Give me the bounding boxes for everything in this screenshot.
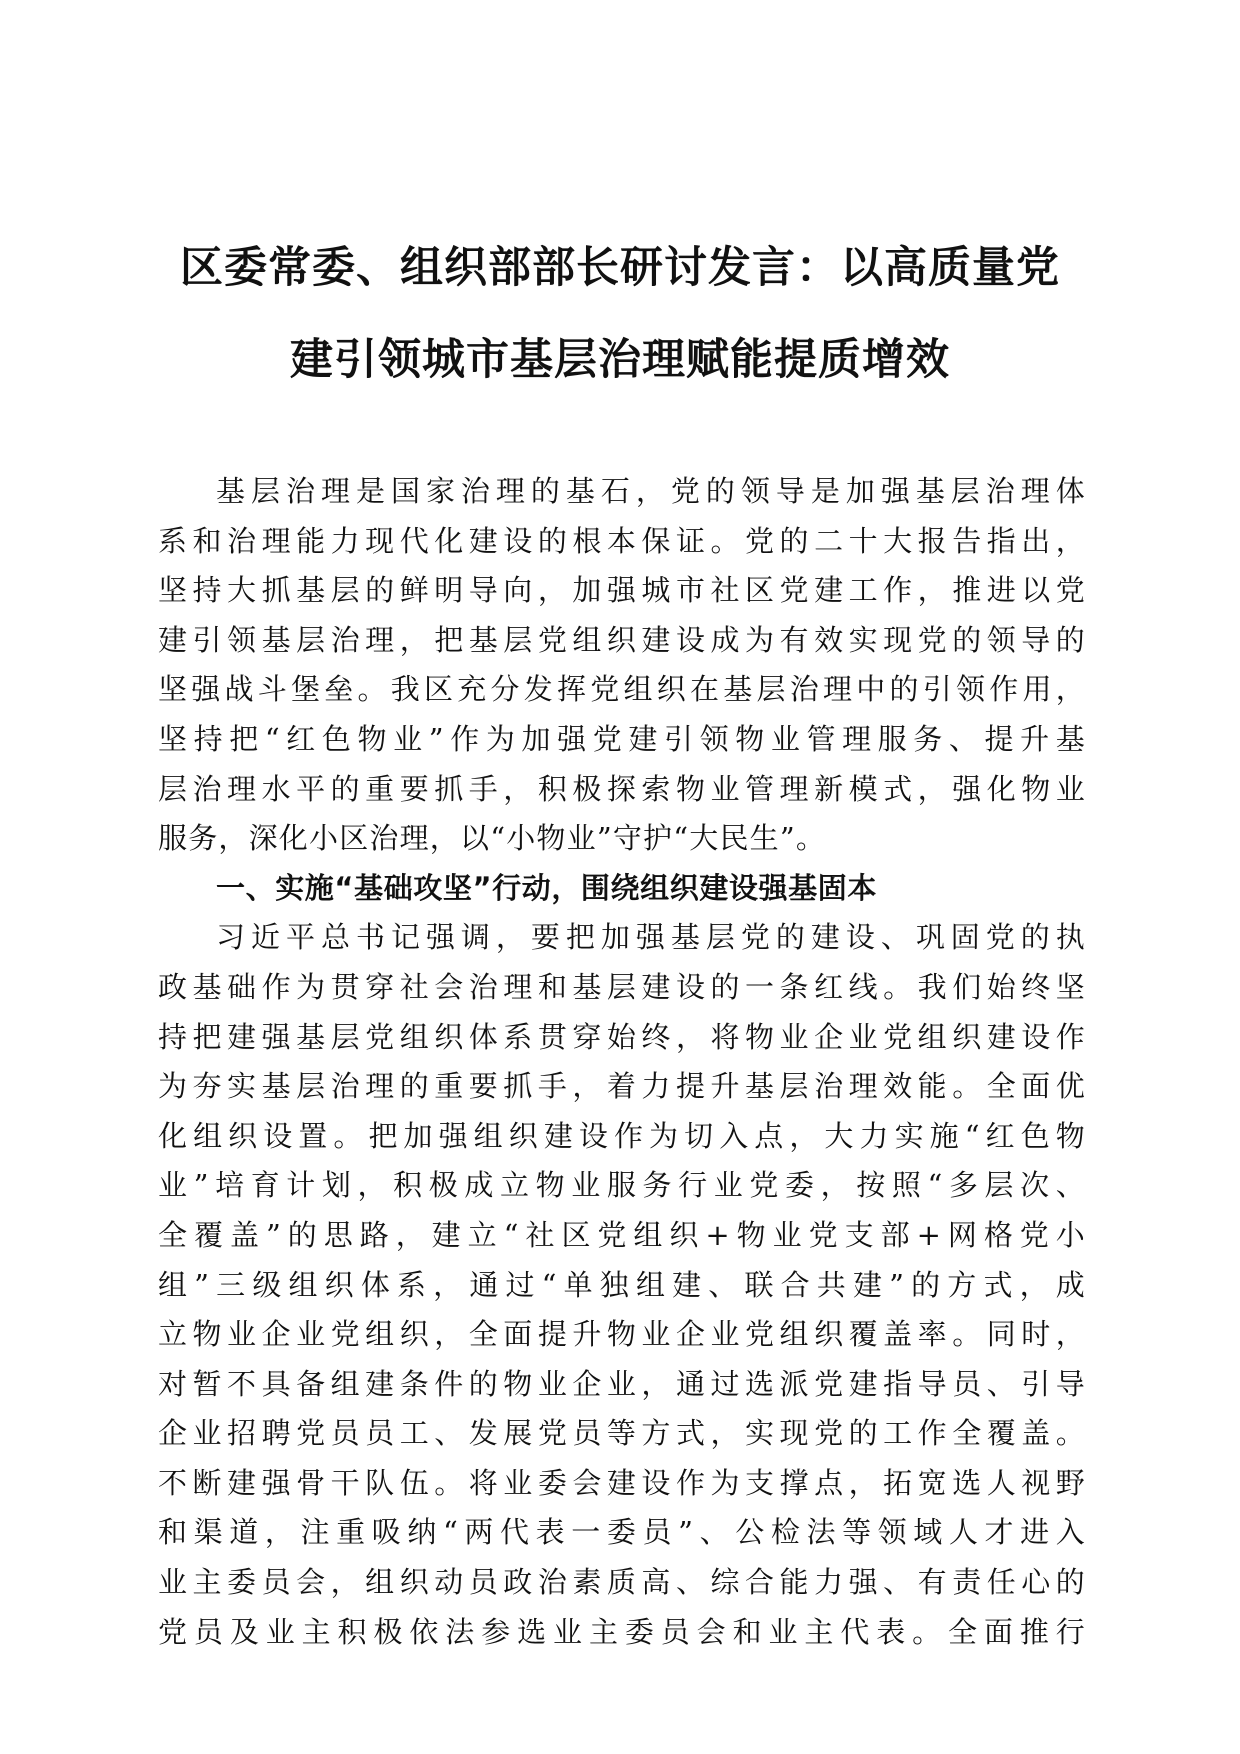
text-line: 服务，深化小区治理，以“小物业”守护“大民生”。 (158, 821, 827, 856)
text-line: 化组织设置。把加强组织建设作为切入点，大力实施“红色物 (158, 1118, 1086, 1153)
text-line: 立物业企业党组织，全面提升物业企业党组织覆盖率。同时， (158, 1317, 1086, 1352)
text-line: 不断建强骨干队伍。将业委会建设作为支撑点，拓宽选人视野 (158, 1465, 1086, 1500)
text-line: 和渠道，注重吸纳“两代表一委员”、公检法等领域人才进入 (158, 1515, 1086, 1550)
text-line: 对暂不具备组建条件的物业企业，通过选派党建指导员、引导 (158, 1366, 1086, 1401)
title-line-2: 建引领城市基层治理赋能提质增效 (290, 335, 950, 385)
text-line: 基层治理是国家治理的基石，党的领导是加强基层治理体 (216, 474, 1086, 508)
text-line: 党员及业主积极依法参选业主委员会和业主代表。全面推行 (158, 1614, 1086, 1649)
paragraph-intro (158, 467, 1086, 864)
title-line-1: 区委常委、组织部部长研讨发言：以高质量党 (180, 243, 1060, 293)
text-line: 全覆盖”的思路，建立“社区党组织+物业党支部+网格党小 (158, 1217, 1086, 1252)
text-line: 业”培育计划，积极成立物业服务行业党委，按照“多层次、 (158, 1168, 1086, 1203)
text-line: 企业招聘党员员工、发展党员等方式，实现党的工作全覆盖。 (158, 1416, 1086, 1451)
document-title (150, 222, 1090, 406)
text-line: 为夯实基层治理的重要抓手，着力提升基层治理效能。全面优 (158, 1069, 1086, 1104)
text-line: 政基础作为贯穿社会治理和基层建设的一条红线。我们始终坚 (158, 969, 1086, 1004)
text-line: 坚持把“红色物业”作为加强党建引领物业管理服务、提升基 (158, 721, 1086, 756)
text-line: 坚强战斗堡垒。我区充分发挥党组织在基层治理中的引领作用， (158, 672, 1086, 707)
text-line: 业主委员会，组织动员政治素质高、综合能力强、有责任心的 (158, 1565, 1086, 1600)
text-line: 组”三级组织体系，通过“单独组建、联合共建”的方式，成 (158, 1267, 1086, 1302)
text-line: 建引领基层治理，把基层党组织建设成为有效实现党的领导的 (158, 622, 1086, 657)
text-line: 坚持大抓基层的鲜明导向，加强城市社区党建工作，推进以党 (158, 573, 1086, 608)
text-line: 层治理水平的重要抓手，积极探索物业管理新模式，强化物业 (158, 771, 1086, 806)
text-line: 习近平总书记强调，要把加强基层党的建设、巩固党的执 (216, 920, 1086, 955)
document-body (158, 467, 1086, 1657)
paragraph-section-1 (158, 913, 1086, 1657)
text-line: 系和治理能力现代化建设的根本保证。党的二十大报告指出， (158, 523, 1086, 558)
section-heading-1: 一、实施“基础攻坚”行动，围绕组织建设强基固本 (216, 870, 877, 905)
text-line: 持把建强基层党组织体系贯穿始终，将物业企业党组织建设作 (158, 1019, 1086, 1054)
